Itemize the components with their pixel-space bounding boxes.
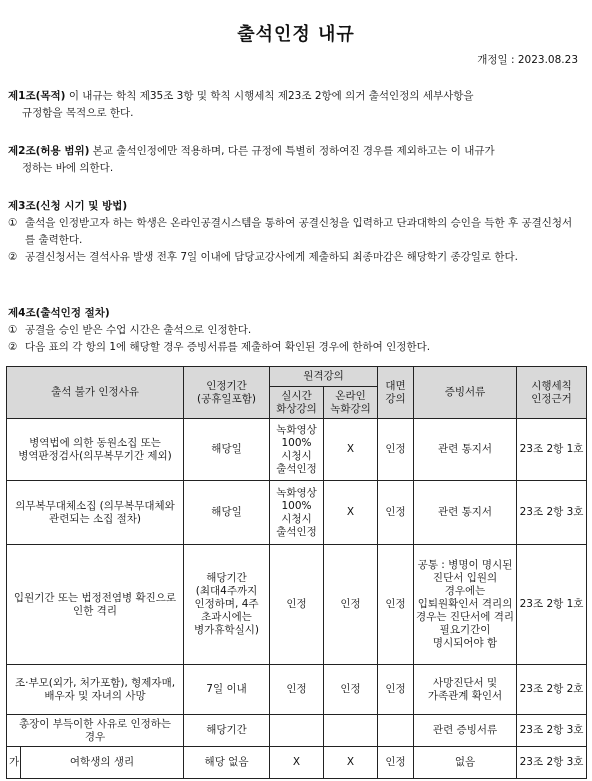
header-period: 인정기간 (공휴일포함): [184, 367, 270, 419]
cell-reason: 총장이 부득이한 사유로 인정하는 경우: [7, 715, 184, 747]
header-realtime: 실시간 화상강의: [270, 387, 324, 419]
header-reason: 출석 불가 인정사유: [7, 367, 184, 419]
cell-reason: 의무복무대체소집 (의무복무대체와 관련되는 소집 절차): [7, 481, 184, 545]
cell-documents: 사망진단서 및 가족관계 확인서: [414, 665, 517, 715]
table-row: [7, 747, 587, 779]
article-3: [8, 198, 580, 266]
table-row: [7, 481, 587, 545]
header-online: 온라인 녹화강의: [324, 387, 378, 419]
article-3-item: [8, 215, 580, 249]
article-1-continued: 규정함을 목적으로 한다.: [22, 107, 134, 119]
table-row: [7, 545, 587, 665]
cell-documents: 관련 통지서: [414, 481, 517, 545]
cell-realtime: 녹화영상 100% 시청시 출석인정: [270, 419, 324, 481]
item-number: ①: [8, 217, 18, 229]
cell-basis: 23조 2항 2호: [517, 665, 587, 715]
cell-basis: 23조 2항 3호: [517, 481, 587, 545]
article-2: [8, 143, 580, 177]
article-1-heading: 제1조(목적): [8, 90, 66, 102]
table-row: [7, 715, 587, 747]
header-remote: 원격강의: [270, 367, 378, 387]
item-text: 공결신청서는 결석사유 발생 전후 7일 이내에 담당교강사에게 제출하되 최종마감은 해당학기 종강일로 한다.: [25, 251, 519, 263]
item-number: ②: [8, 251, 18, 263]
cell-online: X: [324, 419, 378, 481]
cell-period: 7일 이내: [184, 665, 270, 715]
cell-reason: 여학생의 생리: [21, 747, 184, 779]
item-text: 공결을 승인 받은 수업 시간은 출석으로 인정한다.: [25, 324, 252, 336]
table-row: [7, 665, 587, 715]
cell-reason: 입원기간 또는 법정전염병 확진으로 인한 격리: [7, 545, 184, 665]
document-title: 출석인정 내규: [237, 24, 355, 45]
cell-basis: 23조 2항 1호: [517, 545, 587, 665]
cell-realtime: 녹화영상 100% 시청시 출석인정: [270, 481, 324, 545]
cell-period: 해당기간 (최대4주까지 인정하며, 4주 초과시에는 병가휴학실시): [184, 545, 270, 665]
cell-online: 인정: [324, 665, 378, 715]
article-2-heading: 제2조(허용 범위): [8, 145, 90, 157]
table-row: [7, 419, 587, 481]
article-3-item: [8, 249, 580, 266]
article-3-heading: 제3조(신청 시기 및 방법): [8, 200, 128, 212]
cell-realtime: X: [270, 747, 324, 779]
cell-documents: 관련 통지서: [414, 419, 517, 481]
article-4: [8, 305, 580, 356]
item-text: 다음 표의 각 항의 1에 해당할 경우 증빙서류를 제출하여 확인된 경우에 한하여 인정한다.: [25, 341, 431, 353]
attendance-table: [6, 366, 587, 779]
cell-period: 해당일: [184, 419, 270, 481]
item-text: 출석을 인정받고자 하는 학생은 온라인공결시스템을 통하여 공결신청을 입력하고 단과대학의 승인을 득한 후 공결신청서를 출력한다.: [25, 217, 573, 246]
header-documents: 증빙서류: [414, 367, 517, 419]
item-number: ②: [8, 341, 18, 353]
cell-face: 인정: [378, 747, 414, 779]
cell-documents: 관련 증빙서류: [414, 715, 517, 747]
article-1: [8, 88, 580, 122]
article-4-item: [8, 339, 580, 356]
cell-basis: 23조 2항 3호: [517, 747, 587, 779]
revision-date: 개정일 : 2023.08.23: [477, 54, 578, 66]
cell-documents: 공통 : 병명이 명시된 진단서 입원의 경우에는 입퇴원확인서 격리의 경우는 진단서에 격리 필요기간이 명시되어야 함: [414, 545, 517, 665]
cell-face: 인정: [378, 419, 414, 481]
cell-reason: 조·부모(외가, 처가포함), 형제자매, 배우자 및 자녀의 사망: [7, 665, 184, 715]
header-basis: 시행세칙 인정근거: [517, 367, 587, 419]
header-face-to-face: 대면 강의: [378, 367, 414, 419]
item-number: ①: [8, 324, 18, 336]
cell-face: [378, 715, 414, 747]
cell-period: 해당기간: [184, 715, 270, 747]
cell-period: 해당일: [184, 481, 270, 545]
cell-face: 인정: [378, 665, 414, 715]
cell-basis: 23조 2항 1호: [517, 419, 587, 481]
article-2-continued: 정하는 바에 의한다.: [22, 162, 114, 174]
cell-period: 해당 없음: [184, 747, 270, 779]
article-2-body: 본교 출석인정에만 적용하며, 다른 규정에 특별히 정하여진 경우를 제외하고는 이 내규가: [89, 145, 495, 157]
cell-reason: 병역법에 의한 동원소집 또는 병역판정검사(의무복무기간 제외): [7, 419, 184, 481]
cell-realtime: [270, 715, 324, 747]
cell-realtime: 인정: [270, 665, 324, 715]
cell-side-label: 가: [7, 747, 21, 779]
article-4-heading: 제4조(출석인정 절차): [8, 307, 110, 319]
article-4-item: [8, 322, 580, 339]
cell-online: [324, 715, 378, 747]
cell-online: X: [324, 747, 378, 779]
cell-basis: 23조 2항 3호: [517, 715, 587, 747]
cell-documents: 없음: [414, 747, 517, 779]
cell-online: 인정: [324, 545, 378, 665]
article-1-body: 이 내규는 학칙 제35조 3항 및 학칙 시행세칙 제23조 2항에 의거 출석인정의 세부사항을: [65, 90, 474, 102]
cell-face: 인정: [378, 545, 414, 665]
cell-online: X: [324, 481, 378, 545]
cell-realtime: 인정: [270, 545, 324, 665]
cell-face: 인정: [378, 481, 414, 545]
